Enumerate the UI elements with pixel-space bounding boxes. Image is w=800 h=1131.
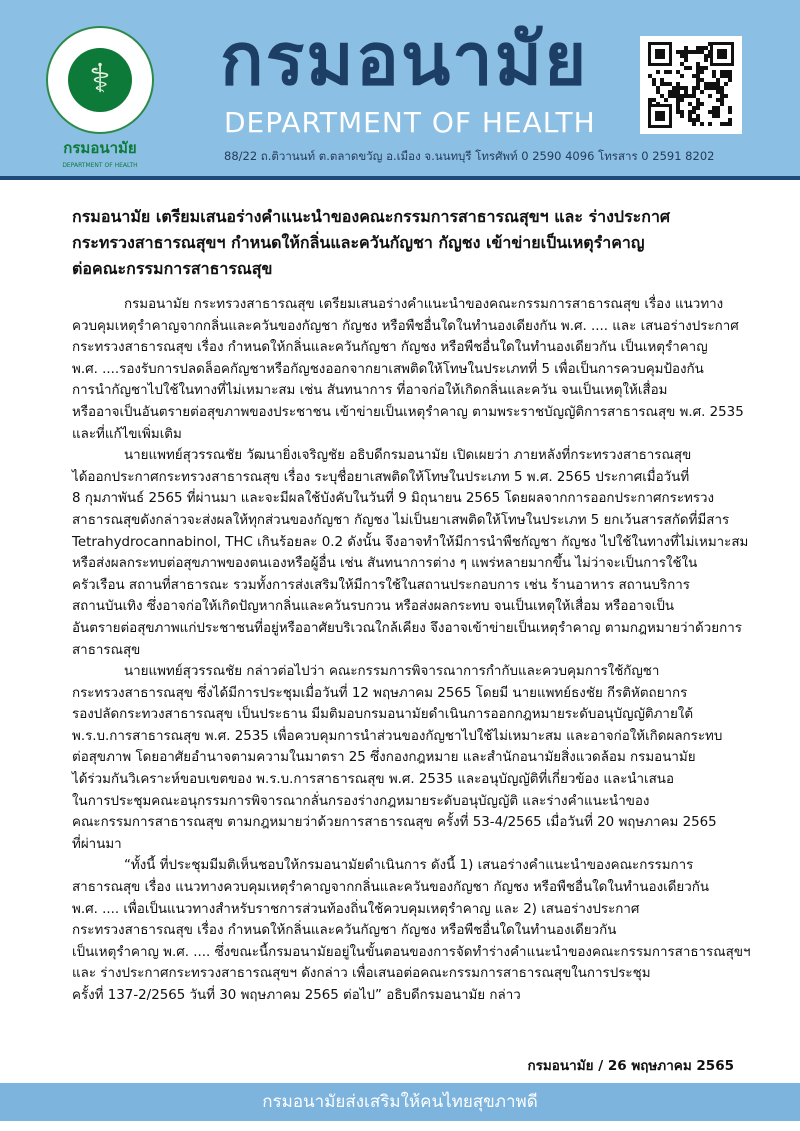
paragraph-line: กระทรวงสาธารณสุข ซึ่งได้มีการประชุมเมื่อวันที่ 12 พฤษภาคม 2565 โดยมี นายแพทย์ธงชัย กีรติหัตถยากร — [72, 685, 688, 701]
paragraph-line: ในการประชุมคณะอนุกรรมการพิจารณากลั่นกรองร่างกฎหมายระดับอนุบัญญัติ และร่างคำแนะนำของ — [72, 793, 650, 809]
paragraph-line: ได้ร่วมกันวิเคราะห์ขอบเขตของ พ.ร.บ.การสาธารณสุข พ.ศ. 2535 และอนุบัญญัติที่เกี่ยวข้อง และนำเสนอ — [72, 772, 675, 788]
paragraph-line: ที่ผ่านมา — [72, 836, 122, 852]
paragraph-line: ควบคุมเหตุรำคาญจากกลิ่นและควันของกัญชา กัญชง หรือพืชอื่นใดในทำนองเดียงกัน พ.ศ. .... และ เสนอร่างประกาศ — [72, 318, 739, 334]
paragraph-line: นายแพทย์สุวรรณชัย วัฒนายิ่งเจริญชัย อธิบดีกรมอนามัย เปิดเผยว่า ภายหลังที่กระทรวงสาธารณสุข — [124, 448, 692, 464]
paragraph-line: นายแพทย์สุวรรณชัย กล่าวต่อไปว่า คณะกรรมการพิจารณาการกำกับและควบคุมการใช้กัญชา — [124, 664, 660, 680]
paragraph-line: สถานบันเทิง ซึ่งอาจก่อให้เกิดปัญหากลิ่นและควันรบกวน หรือส่งผลกระทบ จนเป็นเหตุให้เสื่อม หรืออาจเป็น — [72, 599, 675, 615]
paragraph-line: ได้ออกประกาศกระทรวงสาธารณสุข เรื่อง ระบุชื่อยาเสพติดให้โทษในประเภท 5 พ.ศ. 2565 ประกาศเมื่อวันที่ — [72, 469, 690, 485]
address-line: 88/22 ถ.ติวานนท์ ต.ตลาดขวัญ อ.เมือง จ.นนทบุรี โทรศัพท์ 0 2590 4096 โทรสาร 0 2591 8202 — [224, 149, 715, 163]
ministry-seal-logo — [46, 26, 154, 134]
headline-line: กระทรวงสาธารณสุขฯ กำหนดให้กลิ่นและควันกัญชา กัญชง เข้าข่ายเป็นเหตุรำคาญ — [72, 233, 645, 252]
headline-line: กรมอนามัย เตรียมเสนอร่างคำแนะนำของคณะกรรมการสาธารณสุขฯ และ ร่างประกาศ — [72, 207, 671, 226]
signature-date: กรมอนามัย / 26 พฤษภาคม 2565 — [527, 1058, 734, 1074]
paragraph-line: ครัวเรือน สถานที่สาธารณะ รวมทั้งการส่งเสริมให้มีการใช้ในสถานประกอบการ เช่น ร้านอาหาร สถานบริการ — [72, 577, 690, 593]
paragraph-line: กระทรวงสาธารณสุข เรื่อง กำหนดให้กลิ่นและควันกัญชา กัญชง หรือพืชอื่นใดในทำนองเดียวกัน — [72, 923, 617, 939]
logo-text-th: กรมอนามัย — [63, 139, 137, 157]
paragraph-line: หรืออาจเป็นอันตรายต่อสุขภาพของประชาชน เข้าข่ายเป็นเหตุรำคาญ ตามพระราชบัญญัติการสาธารณสุข พ.ศ. 2535 — [72, 404, 744, 420]
brand-title-en: DEPARTMENT OF HEALTH — [224, 106, 596, 139]
letterhead — [0, 0, 800, 176]
paragraph-line: อันตรายต่อสุขภาพแก่ประชาชนที่อยู่หรืออาศัยบริเวณใกล้เคียง จึงอาจเข้าข่ายเป็นเหตุรำคาญ ตามกฎหมายว่าด้วยการ — [72, 620, 742, 636]
brand-title-th: กรมอนามัย — [220, 17, 589, 101]
paragraph-line: สาธารณสุขดังกล่าวจะส่งผลให้ทุกส่วนของกัญชา กัญชง ไม่เป็นยาเสพติดให้โทษในประเภท 5 ยกเว้นสารสกัดที่มีสาร — [72, 512, 730, 528]
caduceus-icon — [68, 48, 132, 112]
paragraph-line: หรือส่งผลกระทบต่อสุขภาพของตนเองหรือผู้อื่น เช่น สันทนาการต่าง ๆ แพร่หลายมากขึ้น ไม่ว่าจะเป็นการใช้ใน — [72, 556, 698, 572]
headline — [72, 204, 752, 282]
paragraph-line: สาธารณสุข — [72, 642, 141, 658]
footer-band — [0, 1083, 800, 1121]
logo-text-en: DEPARTMENT OF HEALTH — [62, 162, 138, 169]
paragraph-line: รองปลัดกระทวงสาธารณสุข เป็นประธาน มีมติมอบกรมอนามัยดำเนินการออกกฎหมายระดับอนุบัญญัติภายใต้ — [72, 707, 694, 723]
paragraph-line: พ.ศ. ....รองรับการปลดล็อคกัญชาหรือกัญชงออกจากยาเสพติดให้โทษในประเภทที่ 5 เพื่อเป็นการควบคุมป้องกัน — [72, 361, 704, 377]
paragraph-line: กระทรวงสาธารณสุข เรื่อง กำหนดให้กลิ่นและควันกัญชา กัญชง หรือพืชอื่นใดในทำนองเดียวกัน เป็นเหตุรำคาญ — [72, 340, 708, 356]
qr-code — [640, 36, 742, 134]
paragraph-line: และที่แก้ไขเพิ่มเติม — [72, 426, 182, 442]
paragraph-line: และ ร่างประกาศกระทรวงสาธารณสุขฯ ดังกล่าว เพื่อเสนอต่อคณะกรรมการสาธารณสุขในการประชุม — [72, 966, 651, 982]
paragraph-line: 8 กุมภาพันธ์ 2565 ที่ผ่านมา และจะมีผลใช้บังคับในวันที่ 9 มิถุนายน 2565 โดยผลจากการออกประกาศกระทรวง — [72, 491, 715, 507]
footer-slogan: กรมอนามัยส่งเสริมให้คนไทยสุขภาพดี — [262, 1092, 538, 1112]
paragraph-line: กรมอนามัย กระทรวงสาธารณสุข เตรียมเสนอร่างคำแนะนำของคณะกรรมการสาธารณสุข เรื่อง แนวทาง — [124, 297, 724, 312]
header-divider — [0, 176, 800, 180]
paragraph-line: สาธารณสุข เรื่อง แนวทางควบคุมเหตุรำคาญจากกลิ่นและควันของกัญชา กัญชง หรือพืชอื่นใดในทำนองเดียวกัน — [72, 880, 710, 896]
paragraph-line: พ.ร.บ.การสาธารณสุข พ.ศ. 2535 เพื่อควบคุมการนำส่วนของกัญชาไปใช้ไม่เหมาะสม และอาจก่อให้เกิดผลกระทบ — [72, 728, 723, 744]
paragraph-line: “ทั้งนี้ ที่ประชุมมีมติเห็นชอบให้กรมอนามัยดำเนินการ ดังนี้ 1) เสนอร่างคำแนะนำของคณะกรรมการ — [124, 858, 694, 874]
paragraph-line: ต่อสุขภาพ โดยอาศัยอำนาจตามความในมาตรา 25 ซึ่งกองกฎหมาย และสำนักอนามัยสิ่งแวดล้อม กรมอนามัย — [72, 750, 696, 766]
headline-line: ต่อคณะกรรมการสาธารณสุข — [72, 259, 273, 278]
paragraph-line: Tetrahydrocannabinol, THC เกินร้อยละ 0.2 ดังนั้น จึงอาจทำให้มีการนำพืชกัญชา กัญชง ไปใช้ในทางที่ไม่เหมาะสม — [72, 534, 749, 550]
article-body — [72, 294, 752, 1007]
paragraph-line: การนำกัญชาไปใช้ในทางที่ไม่เหมาะสม เช่น สันทนาการ ที่อาจก่อให้เกิดกลิ่นและควัน จนเป็นเหตุให้เสื่อม — [72, 383, 668, 399]
paragraph-line: ครั้งที่ 137-2/2565 วันที่ 30 พฤษภาคม 2565 ต่อไป” อธิบดีกรมอนามัย กล่าว — [72, 988, 521, 1003]
paragraph-line: พ.ศ. .... เพื่อเป็นแนวทางสำหรับราชการส่วนท้องถิ่นใช้ควบคุมเหตุรำคาญ และ 2) เสนอร่างประกาศ — [72, 901, 640, 917]
paragraph-line: คณะกรรมการสาธารณสุข ตามกฎหมายว่าด้วยการสาธารณสุข ครั้งที่ 53-4/2565 เมื่อวันที่ 20 พฤษภาคม 2565 — [72, 815, 717, 831]
paragraph-line: เป็นเหตุรำคาญ พ.ศ. .... ซึ่งขณะนี้กรมอนามัยอยู่ในขั้นตอนของการจัดทำร่างคำแนะนำของคณะกรรมการสาธารณสุขฯ — [72, 944, 751, 960]
